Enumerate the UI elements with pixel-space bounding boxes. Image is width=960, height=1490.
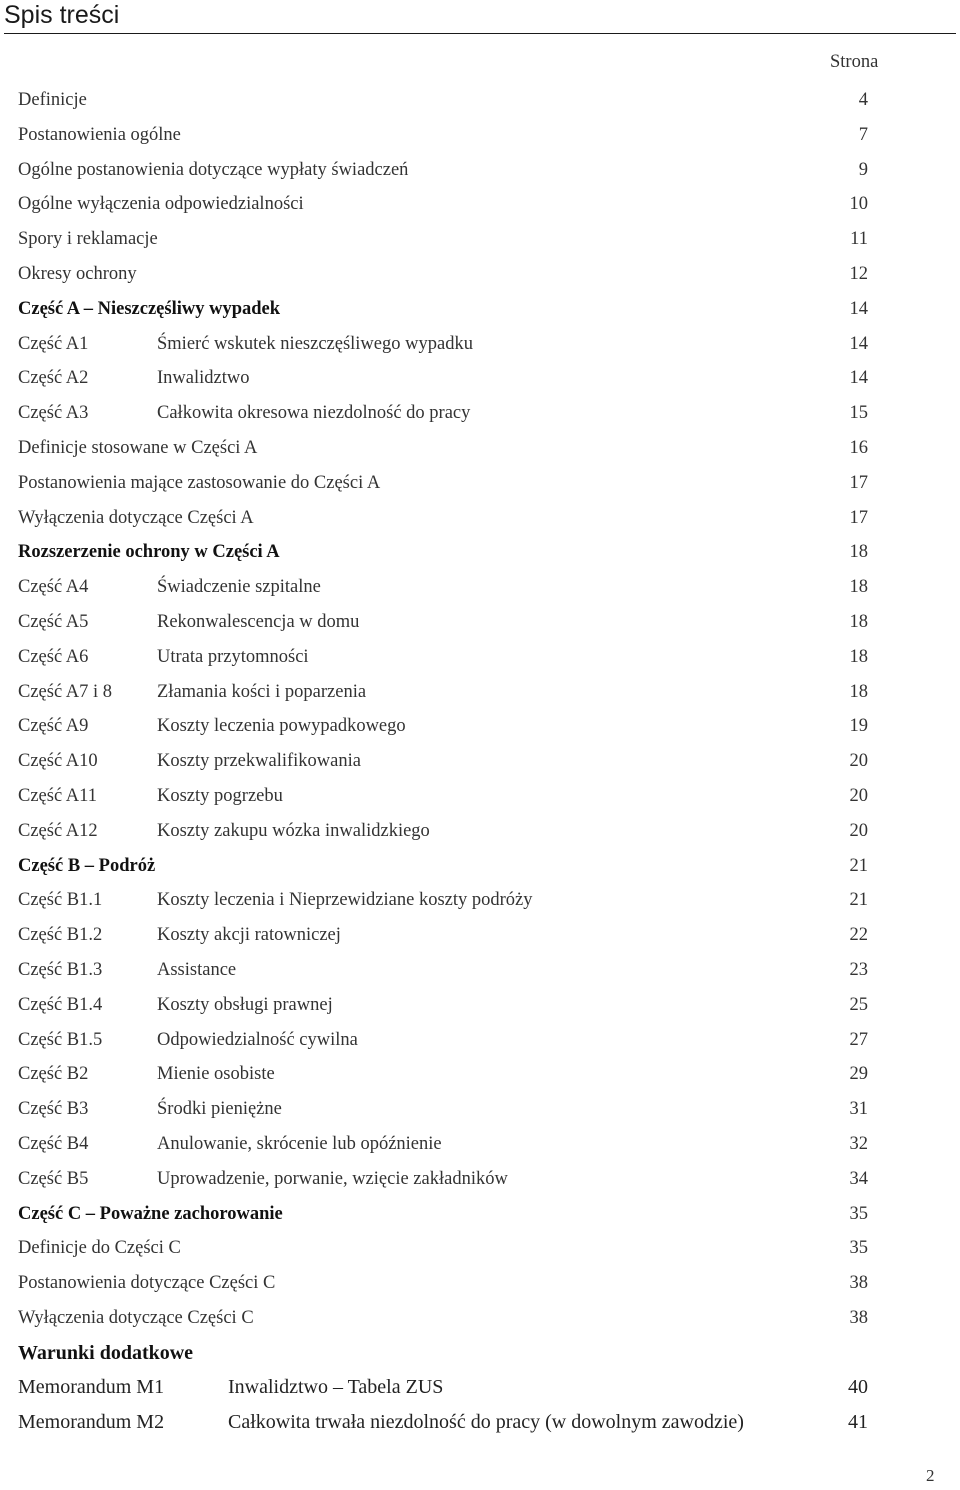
toc-entry[interactable] bbox=[18, 605, 868, 640]
toc-entry-page: 14 bbox=[849, 368, 868, 389]
toc-entry-subtitle: Utrata przytomności bbox=[157, 646, 309, 667]
toc-entry-page: 17 bbox=[849, 472, 868, 493]
toc-entry[interactable] bbox=[18, 466, 868, 501]
toc-entry[interactable] bbox=[18, 535, 868, 570]
toc-entry-subtitle: Świadczenie szpitalne bbox=[157, 577, 321, 598]
toc-entry[interactable] bbox=[18, 1405, 868, 1440]
toc-entry-page: 38 bbox=[849, 1273, 868, 1294]
toc-entry[interactable] bbox=[18, 918, 868, 953]
toc-entry-subtitle: Koszty leczenia i Nieprzewidziane koszty podróży bbox=[157, 890, 533, 911]
toc-entry[interactable] bbox=[18, 640, 868, 675]
toc-entry-page: 14 bbox=[849, 298, 868, 319]
toc-entry-label: Memorandum M2 bbox=[18, 1411, 165, 1434]
toc-entry-page: 18 bbox=[849, 681, 868, 702]
toc-entry-page: 20 bbox=[849, 751, 868, 772]
toc-entry[interactable] bbox=[18, 292, 868, 327]
toc-entry-page: 15 bbox=[849, 403, 868, 424]
toc-entry-subtitle: Koszty pogrzebu bbox=[157, 785, 283, 806]
toc-entry-subtitle: Anulowanie, skrócenie lub opóźnienie bbox=[157, 1133, 442, 1154]
toc-entry-page: 35 bbox=[849, 1203, 868, 1224]
toc-entry-label: Część B2 bbox=[18, 1064, 89, 1085]
toc-entry-label: Definicje bbox=[18, 90, 87, 110]
toc-entry-subtitle: Śmierć wskutek nieszczęśliwego wypadku bbox=[157, 333, 473, 354]
toc-entry[interactable] bbox=[18, 883, 868, 918]
toc-entry-label: Część B4 bbox=[18, 1133, 89, 1154]
toc-entry-page: 38 bbox=[849, 1307, 868, 1328]
toc-entry-page: 20 bbox=[849, 820, 868, 841]
toc-entry-label: Postanowienia ogólne bbox=[18, 124, 181, 145]
toc-entry-label: Postanowienia mające zastosowanie do Części A bbox=[18, 472, 381, 493]
toc-entry-page: 21 bbox=[849, 855, 868, 876]
toc-entry-page: 35 bbox=[849, 1238, 868, 1259]
toc-entry-page: 18 bbox=[849, 542, 868, 563]
toc-entry-label: Część A12 bbox=[18, 820, 98, 841]
toc-entry[interactable] bbox=[18, 988, 868, 1023]
page-column-header: Strona bbox=[830, 52, 879, 72]
toc-entry-label: Część C – Poważne zachorowanie bbox=[18, 1203, 283, 1224]
toc-entry-page: 9 bbox=[858, 159, 868, 180]
toc-entry-label: Część B5 bbox=[18, 1168, 89, 1189]
toc-entry-page: 16 bbox=[849, 437, 868, 458]
toc-entry-page: 4 bbox=[858, 90, 868, 110]
toc-entry-subtitle: Całkowita trwała niezdolność do pracy (w dowolnym zawodzie) bbox=[228, 1411, 744, 1434]
toc-entry-label: Część A5 bbox=[18, 611, 89, 632]
toc-entry-label: Ogólne wyłączenia odpowiedzialności bbox=[18, 194, 304, 215]
toc-entry-page: 25 bbox=[849, 994, 868, 1015]
toc-entry[interactable] bbox=[18, 779, 868, 814]
toc-entry-label: Definicje stosowane w Części A bbox=[18, 437, 258, 458]
toc-entry[interactable] bbox=[18, 501, 868, 536]
toc-entry-label: Część B1.1 bbox=[18, 890, 103, 911]
toc-entry-page: 18 bbox=[849, 577, 868, 598]
toc-entry[interactable] bbox=[18, 1127, 868, 1162]
toc-entry[interactable] bbox=[18, 1231, 868, 1266]
toc-entry-subtitle: Środki pieniężne bbox=[157, 1099, 282, 1120]
toc-entry-label: Spory i reklamacje bbox=[18, 229, 158, 250]
toc-entry-subtitle: Inwalidztwo – Tabela ZUS bbox=[228, 1376, 444, 1399]
toc-entry-label: Część A10 bbox=[18, 751, 98, 772]
toc-entry-label: Część B – Podróż bbox=[18, 855, 156, 876]
toc-entry[interactable] bbox=[18, 1162, 868, 1197]
toc-entry[interactable] bbox=[18, 1197, 868, 1232]
table-of-contents bbox=[18, 83, 868, 1440]
toc-entry[interactable] bbox=[18, 675, 868, 710]
toc-entry-label: Część A – Nieszczęśliwy wypadek bbox=[18, 298, 281, 319]
toc-entry[interactable] bbox=[18, 361, 868, 396]
toc-entry-page: 32 bbox=[849, 1133, 868, 1154]
toc-entry[interactable] bbox=[18, 570, 868, 605]
toc-entry-subtitle: Koszty przekwalifikowania bbox=[157, 751, 361, 772]
toc-entry-subtitle: Koszty zakupu wózka inwalidzkiego bbox=[157, 820, 430, 841]
document-title: Spis treści bbox=[4, 0, 956, 34]
toc-entry-subtitle: Koszty leczenia powypadkowego bbox=[157, 716, 406, 737]
toc-entry-label: Część A7 i 8 bbox=[18, 681, 113, 702]
toc-entry-subtitle: Odpowiedzialność cywilna bbox=[157, 1029, 358, 1050]
toc-entry[interactable] bbox=[18, 1301, 868, 1336]
toc-entry[interactable] bbox=[18, 1336, 868, 1371]
toc-entry[interactable] bbox=[18, 1057, 868, 1092]
toc-entry[interactable] bbox=[18, 257, 868, 292]
toc-entry-label: Definicje do Części C bbox=[18, 1238, 181, 1259]
toc-entry-label: Część A4 bbox=[18, 577, 89, 598]
toc-entry[interactable] bbox=[18, 187, 868, 222]
toc-entry-subtitle: Całkowita okresowa niezdolność do pracy bbox=[157, 403, 471, 424]
toc-entry[interactable] bbox=[18, 744, 868, 779]
toc-entry-page: 27 bbox=[849, 1029, 868, 1050]
toc-entry-label: Część B1.2 bbox=[18, 925, 103, 946]
toc-entry-page: 19 bbox=[849, 716, 868, 737]
toc-entry-page: 20 bbox=[849, 785, 868, 806]
toc-entry-page: 18 bbox=[849, 611, 868, 632]
toc-entry-page: 11 bbox=[850, 229, 868, 250]
toc-entry-page: 17 bbox=[849, 507, 868, 528]
toc-entry-label: Postanowienia dotyczące Części C bbox=[18, 1273, 276, 1294]
toc-entry-subtitle: Koszty obsługi prawnej bbox=[157, 994, 333, 1015]
toc-entry-page: 18 bbox=[849, 646, 868, 667]
toc-entry-page: 21 bbox=[849, 890, 868, 911]
toc-entry-page: 10 bbox=[849, 194, 868, 215]
toc-entry-page: 22 bbox=[849, 925, 868, 946]
toc-entry-label: Ogólne postanowienia dotyczące wypłaty świadczeń bbox=[18, 159, 409, 180]
toc-entry-page: 34 bbox=[849, 1168, 868, 1189]
toc-entry-subtitle: Inwalidztwo bbox=[157, 368, 250, 389]
toc-entry[interactable] bbox=[18, 327, 868, 362]
toc-entry-label: Wyłączenia dotyczące Części A bbox=[18, 507, 254, 528]
toc-entry[interactable] bbox=[18, 814, 868, 849]
toc-entry[interactable] bbox=[18, 709, 868, 744]
toc-entry-label: Część A11 bbox=[18, 785, 97, 806]
toc-entry[interactable] bbox=[18, 953, 868, 988]
toc-entry-label: Rozszerzenie ochrony w Części A bbox=[18, 542, 280, 563]
toc-entry-label: Część A3 bbox=[18, 403, 89, 424]
toc-entry[interactable] bbox=[18, 1023, 868, 1058]
toc-entry-subtitle: Mienie osobiste bbox=[157, 1064, 275, 1085]
toc-entry-label: Warunki dodatkowe bbox=[18, 1341, 194, 1364]
toc-entry-subtitle: Assistance bbox=[157, 959, 237, 980]
toc-entry-label: Część A9 bbox=[18, 716, 89, 737]
toc-entry-label: Wyłączenia dotyczące Części C bbox=[18, 1307, 254, 1328]
toc-entry-page: 7 bbox=[858, 124, 868, 145]
toc-entry[interactable] bbox=[18, 1092, 868, 1127]
toc-entry-label: Okresy ochrony bbox=[18, 263, 137, 284]
toc-entry[interactable] bbox=[18, 118, 868, 153]
toc-entry-subtitle: Rekonwalescencja w domu bbox=[157, 611, 360, 632]
toc-entry[interactable] bbox=[18, 849, 868, 884]
toc-entry-label: Część A6 bbox=[18, 646, 89, 667]
toc-entry[interactable] bbox=[18, 1370, 868, 1405]
toc-entry-page: 40 bbox=[848, 1376, 868, 1399]
toc-entry-page: 12 bbox=[849, 263, 868, 284]
toc-entry-label: Część B1.5 bbox=[18, 1029, 103, 1050]
toc-entry-page: 14 bbox=[849, 333, 868, 354]
toc-entry-label: Memorandum M1 bbox=[18, 1376, 165, 1399]
toc-entry-label: Część B1.3 bbox=[18, 959, 103, 980]
toc-entry-subtitle: Uprowadzenie, porwanie, wzięcie zakładników bbox=[157, 1168, 508, 1189]
toc-entry-page: 23 bbox=[849, 959, 868, 980]
toc-entry-label: Część B3 bbox=[18, 1099, 89, 1120]
toc-entry[interactable] bbox=[18, 153, 868, 188]
toc-entry-page: 31 bbox=[849, 1099, 868, 1120]
toc-entry[interactable] bbox=[18, 222, 868, 257]
toc-entry[interactable] bbox=[18, 1266, 868, 1301]
toc-entry-subtitle: Koszty akcji ratowniczej bbox=[157, 925, 341, 946]
toc-entry[interactable] bbox=[18, 396, 868, 431]
toc-entry-subtitle: Złamania kości i poparzenia bbox=[157, 681, 367, 702]
toc-entry-label: Część A2 bbox=[18, 368, 89, 389]
toc-entry-page: 41 bbox=[848, 1411, 868, 1434]
page-number: 2 bbox=[926, 1466, 935, 1485]
toc-entry-label: Część A1 bbox=[18, 333, 89, 354]
toc-entry-page: 29 bbox=[849, 1064, 868, 1085]
toc-entry[interactable] bbox=[18, 431, 868, 466]
toc-entry[interactable] bbox=[18, 83, 868, 118]
toc-entry-label: Część B1.4 bbox=[18, 994, 103, 1015]
